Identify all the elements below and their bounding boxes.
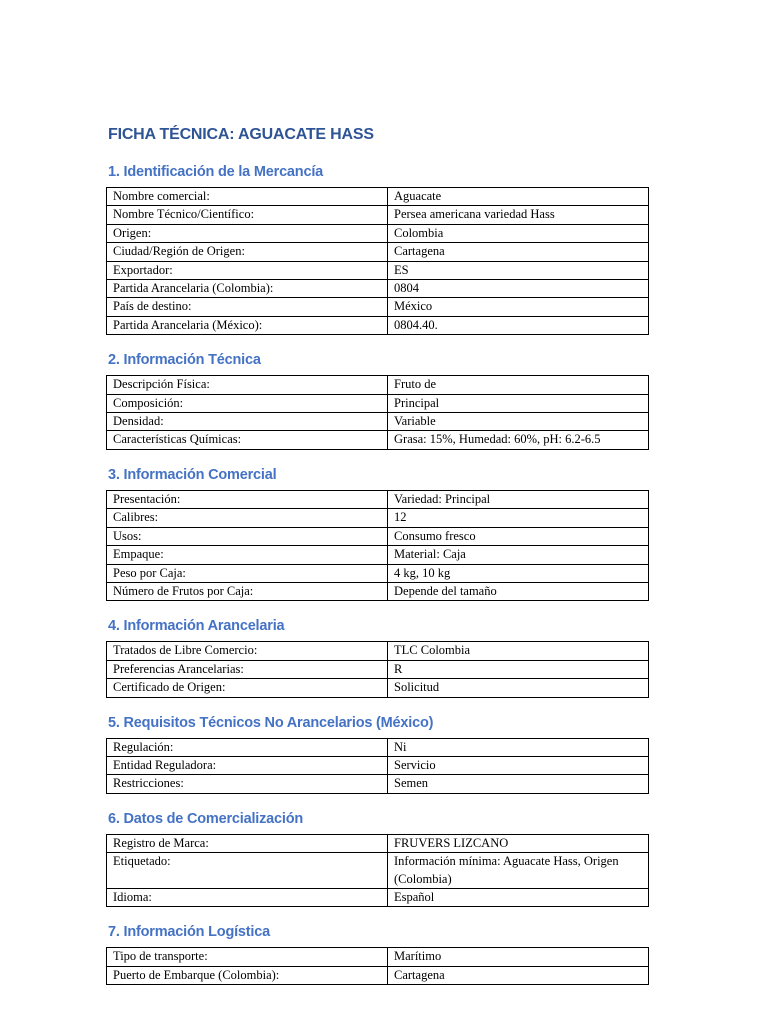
table-row — [107, 394, 649, 412]
row-value: Cartagena — [388, 243, 649, 261]
table-row — [107, 206, 649, 224]
row-value: Aguacate — [388, 188, 649, 206]
row-value: FRUVERS LIZCANO — [388, 834, 649, 852]
row-key: Preferencias Arancelarias: — [107, 660, 388, 678]
section-heading-datos-comercializacion: 6. Datos de Comercialización — [108, 810, 304, 827]
row-value: Variedad: Principal — [388, 490, 649, 508]
row-value: Persea americana variedad Hass — [388, 206, 649, 224]
table-informacion-arancelaria — [106, 641, 649, 697]
row-key: Peso por Caja: — [107, 564, 388, 582]
row-value: 12 — [388, 509, 649, 527]
table-row — [107, 888, 649, 906]
row-key: Tratados de Libre Comercio: — [107, 642, 388, 660]
table-row — [107, 564, 649, 582]
table-row — [107, 280, 649, 298]
row-key: Origen: — [107, 224, 388, 242]
section-heading-requisitos-tecnicos: 5. Requisitos Técnicos No Arancelarios (México) — [108, 714, 434, 731]
table-row — [107, 413, 649, 431]
row-key: Registro de Marca: — [107, 834, 388, 852]
row-key: Etiquetado: — [107, 853, 388, 889]
row-value: Servicio — [388, 756, 649, 774]
row-key: Ciudad/Región de Origen: — [107, 243, 388, 261]
row-value: Ni — [388, 738, 649, 756]
row-key: Densidad: — [107, 413, 388, 431]
table-row — [107, 509, 649, 527]
table-row — [107, 582, 649, 600]
table-row — [107, 527, 649, 545]
table-row — [107, 376, 649, 394]
table-row — [107, 756, 649, 774]
row-key: Entidad Reguladora: — [107, 756, 388, 774]
row-value: Principal — [388, 394, 649, 412]
row-value: Solicitud — [388, 679, 649, 697]
row-key: Tipo de transporte: — [107, 948, 388, 966]
table-row — [107, 316, 649, 334]
section-heading-informacion-tecnica: 2. Información Técnica — [108, 352, 261, 369]
row-value: Material: Caja — [388, 546, 649, 564]
table-row — [107, 775, 649, 793]
table-row — [107, 948, 649, 966]
table-row — [107, 490, 649, 508]
table-informacion-logistica — [106, 947, 649, 985]
section-heading-informacion-arancelaria: 4. Información Arancelaria — [108, 618, 285, 635]
row-value: TLC Colombia — [388, 642, 649, 660]
row-key: Certificado de Origen: — [107, 679, 388, 697]
row-key: Nombre comercial: — [107, 188, 388, 206]
section-heading-identificacion: 1. Identificación de la Mercancía — [108, 164, 324, 180]
table-row — [107, 642, 649, 660]
row-key: Regulación: — [107, 738, 388, 756]
row-value: 4 kg, 10 kg — [388, 564, 649, 582]
table-row — [107, 679, 649, 697]
table-row — [107, 224, 649, 242]
table-row — [107, 261, 649, 279]
row-value: 0804.40. — [388, 316, 649, 334]
row-key: Presentación: — [107, 490, 388, 508]
section-heading-informacion-comercial: 3. Información Comercial — [108, 466, 277, 483]
row-key: Puerto de Embarque (Colombia): — [107, 966, 388, 984]
row-value: Información mínima: Aguacate Hass, Origen (Colombia) — [388, 853, 649, 889]
row-key: Usos: — [107, 527, 388, 545]
row-key: Partida Arancelaria (Colombia): — [107, 280, 388, 298]
row-key: Calibres: — [107, 509, 388, 527]
table-row — [107, 853, 649, 889]
table-row — [107, 188, 649, 206]
table-datos-comercializacion — [106, 834, 649, 908]
table-row — [107, 834, 649, 852]
row-key: Empaque: — [107, 546, 388, 564]
row-key: Descripción Física: — [107, 376, 388, 394]
table-row — [107, 966, 649, 984]
table-row — [107, 738, 649, 756]
row-key: Características Químicas: — [107, 431, 388, 449]
document-page — [106, 124, 649, 1001]
table-informacion-tecnica — [106, 375, 649, 450]
table-informacion-comercial — [106, 490, 649, 601]
row-value: Consumo fresco — [388, 527, 649, 545]
section-heading-informacion-logistica: 7. Información Logística — [108, 924, 270, 941]
row-value: México — [388, 298, 649, 316]
row-key: Exportador: — [107, 261, 388, 279]
row-value: Depende del tamaño — [388, 582, 649, 600]
row-value: Fruto de — [388, 376, 649, 394]
row-value: Grasa: 15%, Humedad: 60%, pH: 6.2-6.5 — [388, 431, 649, 449]
row-value: Español — [388, 888, 649, 906]
row-value: Cartagena — [388, 966, 649, 984]
table-requisitos-tecnicos — [106, 738, 649, 794]
row-value: ES — [388, 261, 649, 279]
row-key: Idioma: — [107, 888, 388, 906]
row-value: 0804 — [388, 280, 649, 298]
row-value: Marítimo — [388, 948, 649, 966]
row-key: Nombre Técnico/Científico: — [107, 206, 388, 224]
row-value: Semen — [388, 775, 649, 793]
row-key: Composición: — [107, 394, 388, 412]
row-key: Número de Frutos por Caja: — [107, 582, 388, 600]
table-row — [107, 298, 649, 316]
row-key: Partida Arancelaria (México): — [107, 316, 388, 334]
row-key: País de destino: — [107, 298, 388, 316]
row-key: Restricciones: — [107, 775, 388, 793]
document-title: FICHA TÉCNICA: AGUACATE HASS — [108, 126, 374, 143]
table-row — [107, 660, 649, 678]
row-value: Variable — [388, 413, 649, 431]
table-row — [107, 546, 649, 564]
table-row — [107, 243, 649, 261]
row-value: Colombia — [388, 224, 649, 242]
table-row — [107, 431, 649, 449]
table-identificacion — [106, 187, 649, 335]
row-value: R — [388, 660, 649, 678]
